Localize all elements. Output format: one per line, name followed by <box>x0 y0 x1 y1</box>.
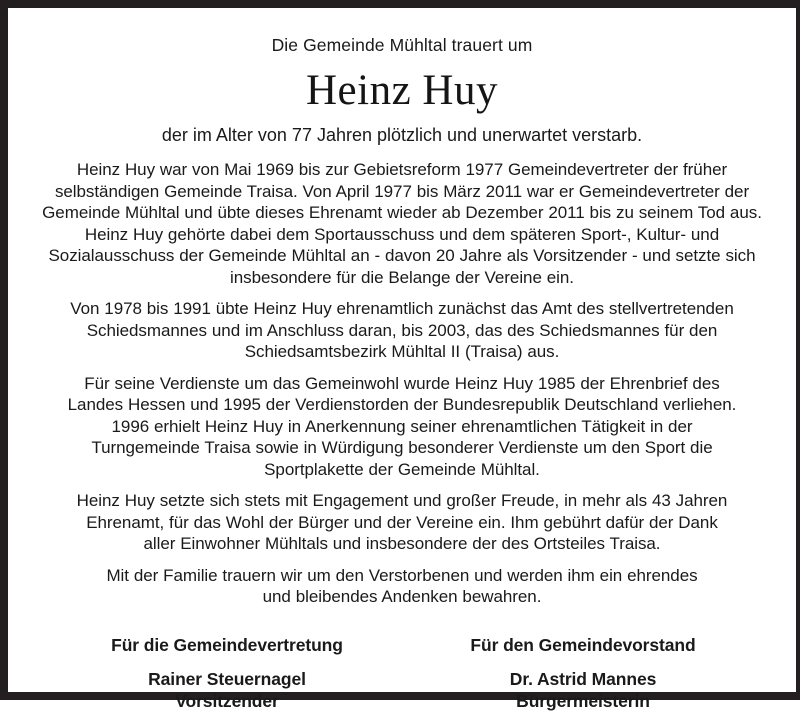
notice-inner <box>8 8 796 711</box>
signature-role-right: Bürgermeisterin <box>516 690 650 711</box>
signature-heading-right: Für den Gemeindevorstand <box>470 634 696 655</box>
signature-column-gemeindevorstand <box>418 634 748 712</box>
deceased-name: Heinz Huy <box>306 67 498 114</box>
age-line: der im Alter von 77 Jahren plötzlich und unerwartet verstarb. <box>161 125 643 145</box>
signature-person-right: Dr. Astrid Mannes <box>509 668 657 689</box>
signature-heading-left: Für die Gemeindevertretung <box>111 634 343 655</box>
lead-line: Die Gemeinde Mühltal trauert um <box>271 35 533 55</box>
signature-role-left: Vorsitzender <box>175 690 279 711</box>
obituary-paragraph-1: Heinz Huy war von Mai 1969 bis zur Gebietsreform 1977 Gemeindevertreter der früher selbständigen Gemeinde Traisa. Von April 1977 bis März 2011 war er Gemeindevertreter der Gemeinde Mühltal und übte dieses Ehrenamt wieder ab Dezember 2011 bis zu seinem Tod aus. Heinz Huy gehörte dabei dem Sportausschuss und dem späteren Sport-, Kultur- und Sozialausschuss der Gemeinde Mühltal an - davon 20 Jahre als Vorsitzender - und setzte sich insbesondere für die Belange der Vereine ein. <box>42 160 762 287</box>
obituary-paragraph-2: Von 1978 bis 1991 übte Heinz Huy ehrenamtlich zunächst das Amt des stellvertretenden Schiedsmannes und im Anschluss daran, bis 2003, das des Schiedsmannes für den Schiedsamtsbezirk Mühltal II (Traisa) aus. <box>70 299 734 361</box>
signature-person-left: Rainer Steuernagel <box>148 668 306 689</box>
obituary-paragraph-3: Für seine Verdienste um das Gemeinwohl wurde Heinz Huy 1985 der Ehrenbrief des Landes Hessen und 1995 der Verdienstorden der Bundesrepublik Deutschland verliehen. 1996 erhielt Heinz Huy in Anerkennung seiner ehrenamtlichen Tätigkeit in der Turngemeinde Traisa sowie in Würdigung besonderer Verdienste um den Sport die Sportplakette der Gemeinde Mühltal. <box>67 373 737 479</box>
signature-block <box>34 634 770 712</box>
obituary-paragraph-5: Mit der Familie trauern wir um den Verstorbenen und werden ihm ein ehrendes und bleibendes Andenken bewahren. <box>106 565 698 606</box>
obituary-paragraph-4: Heinz Huy setzte sich stets mit Engagement und großer Freude, in mehr als 43 Jahren Ehrenamt, für das Wohl der Bürger und der Vereine ein. Ihm gebührt dafür der Dank aller Einwohner Mühltals und insbesondere der des Ortsteiles Traisa. <box>76 491 728 553</box>
signature-column-gemeindevertretung <box>62 634 392 712</box>
